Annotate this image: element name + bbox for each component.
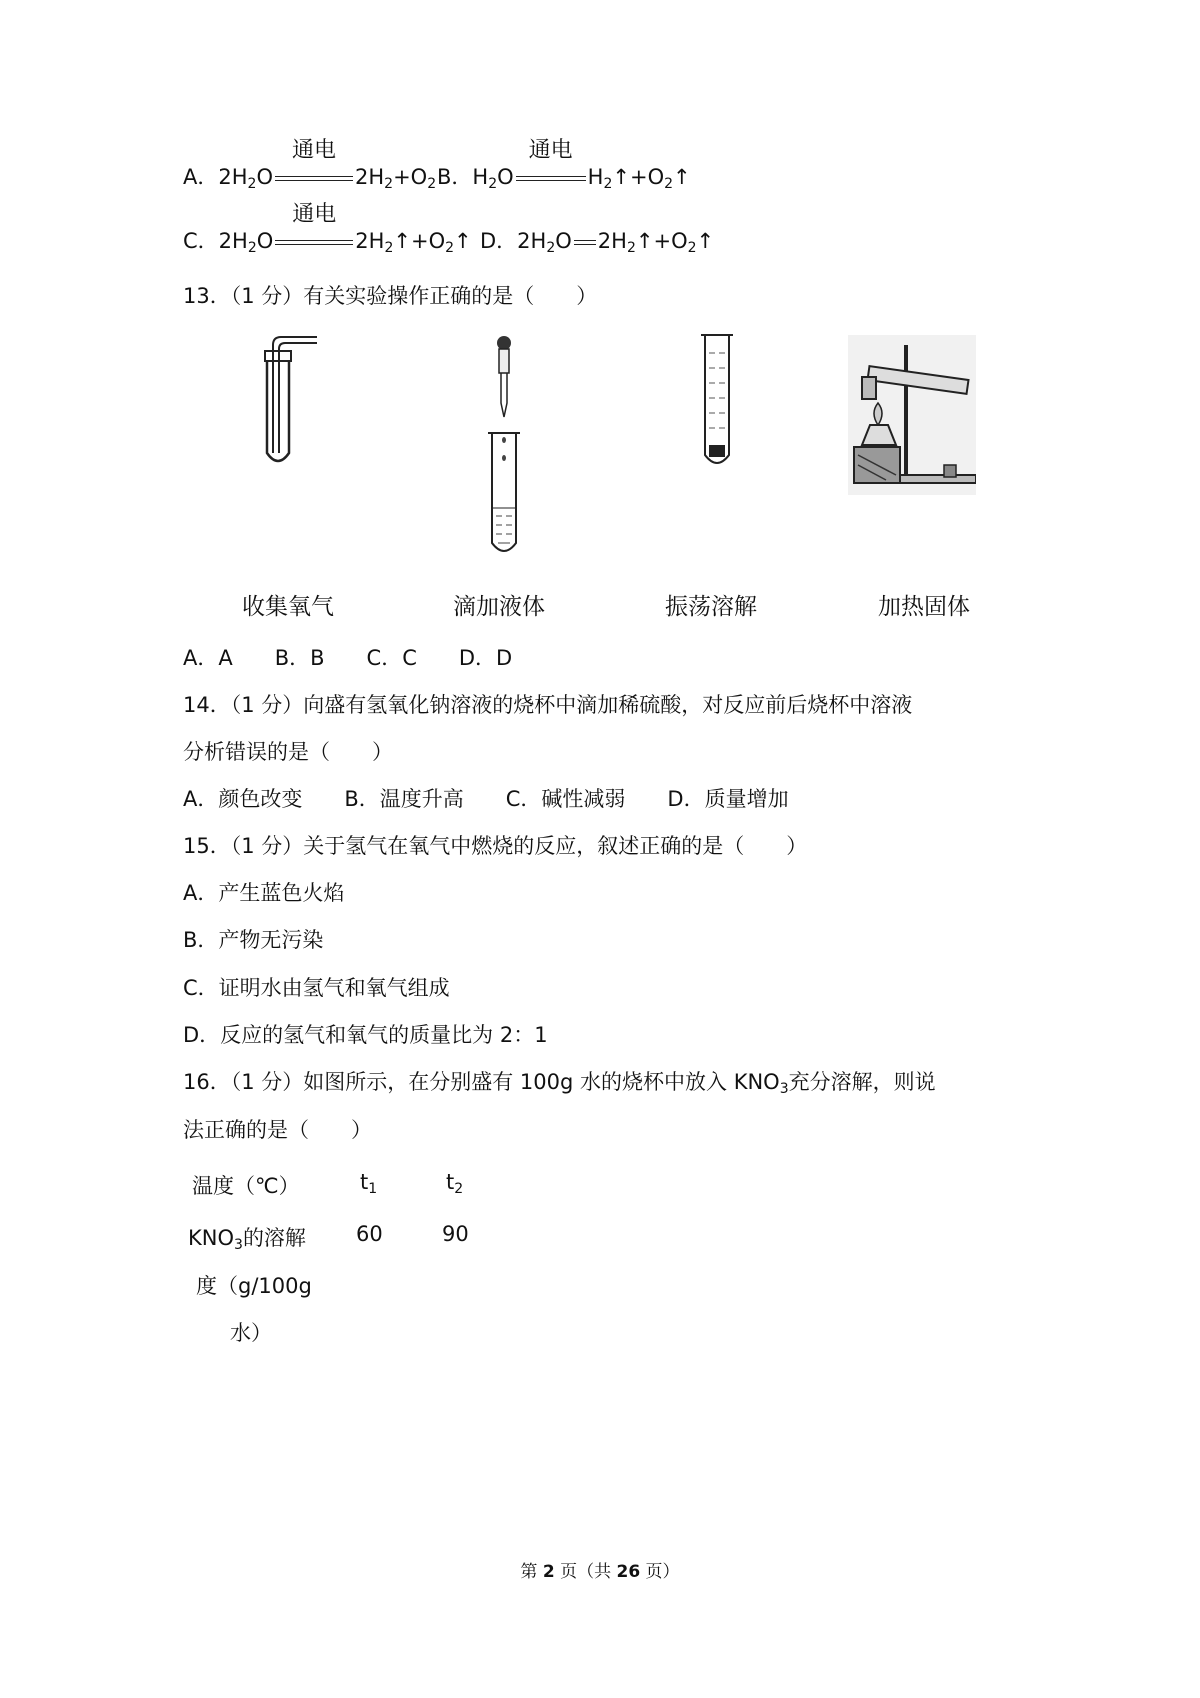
q12-option-d: D．$2H_2O$ $2H_2↑+O_2↑$ <box>480 229 715 256</box>
test-tube-shaking-figure <box>697 333 737 473</box>
page-footer: 第 2 页（共 26 页） <box>520 1562 680 1582</box>
figure-caption-a: 收集氧气 <box>242 594 334 620</box>
q15-stem: 15．（1 分）关于氢气在氧气中燃烧的反应，叙述正确的是（ ） <box>183 834 808 858</box>
q15-option-a: A．产生蓝色火焰 <box>183 881 345 905</box>
page-total: 26 <box>616 1562 641 1582</box>
q12-option-b: B．$H_2O$ 通电 $H_2↑+O_2↑$ <box>437 138 691 192</box>
q15-option-b: B．产物无污染 <box>183 928 324 952</box>
table-header-t1: $t_1$ <box>360 1170 378 1197</box>
q14-stem-line2: 分析错误的是（ ） <box>183 740 393 764</box>
table-row-label-line2: 度（g/100g <box>196 1274 312 1298</box>
table-row-label-line3: 水） <box>230 1321 272 1345</box>
table-header-temperature: 温度（℃） <box>192 1174 300 1198</box>
table-cell-t2-value: 90 <box>442 1222 469 1246</box>
table-row-label-line1: $KNO_3$的溶解 <box>188 1226 306 1253</box>
q13-stem: 13．（1 分）有关实验操作正确的是（ ） <box>183 284 598 308</box>
q14-stem-line1: 14．（1 分）向盛有氢氧化钠溶液的烧杯中滴加稀硫酸，对反应前后烧杯中溶液 <box>183 693 913 717</box>
table-cell-t1-value: 60 <box>356 1222 383 1246</box>
figure-caption-d: 加热固体 <box>878 594 970 620</box>
figure-caption-c: 振荡溶解 <box>665 594 757 620</box>
reaction-condition: 通电 <box>275 227 353 255</box>
q13-options: A．A B．B C．C D．D <box>183 646 513 670</box>
q12-option-a: A．$2H_2O$ 通电 $2H_2+O_2$ <box>183 138 437 192</box>
test-tube-gas-collection-figure <box>255 333 325 473</box>
table-header-t2: $t_2$ <box>446 1170 464 1197</box>
page-number: 2 <box>542 1562 555 1582</box>
q16-stem-line1: 16．（1 分）如图所示，在分别盛有 100g 水的烧杯中放入 $KNO_3$充分溶解，则说 <box>183 1070 936 1097</box>
reaction-condition: 通电 <box>516 163 586 191</box>
q12-option-c: C．$2H_2O$ 通电 $2H_2↑+O_2↑$ <box>183 202 472 256</box>
heating-solid-apparatus-figure <box>848 335 976 495</box>
dropper-adding-liquid-figure <box>480 333 540 563</box>
q16-stem-line2: 法正确的是（ ） <box>183 1118 372 1142</box>
q14-options: A．颜色改变 B．温度升高 C．碱性减弱 D．质量增加 <box>183 787 789 811</box>
q15-option-c: C．证明水由氢气和氧气组成 <box>183 976 450 1000</box>
figure-caption-b: 滴加液体 <box>453 594 545 620</box>
reaction-condition: 通电 <box>275 163 353 191</box>
q15-option-d: D．反应的氢气和氧气的质量比为 2：1 <box>183 1023 548 1047</box>
